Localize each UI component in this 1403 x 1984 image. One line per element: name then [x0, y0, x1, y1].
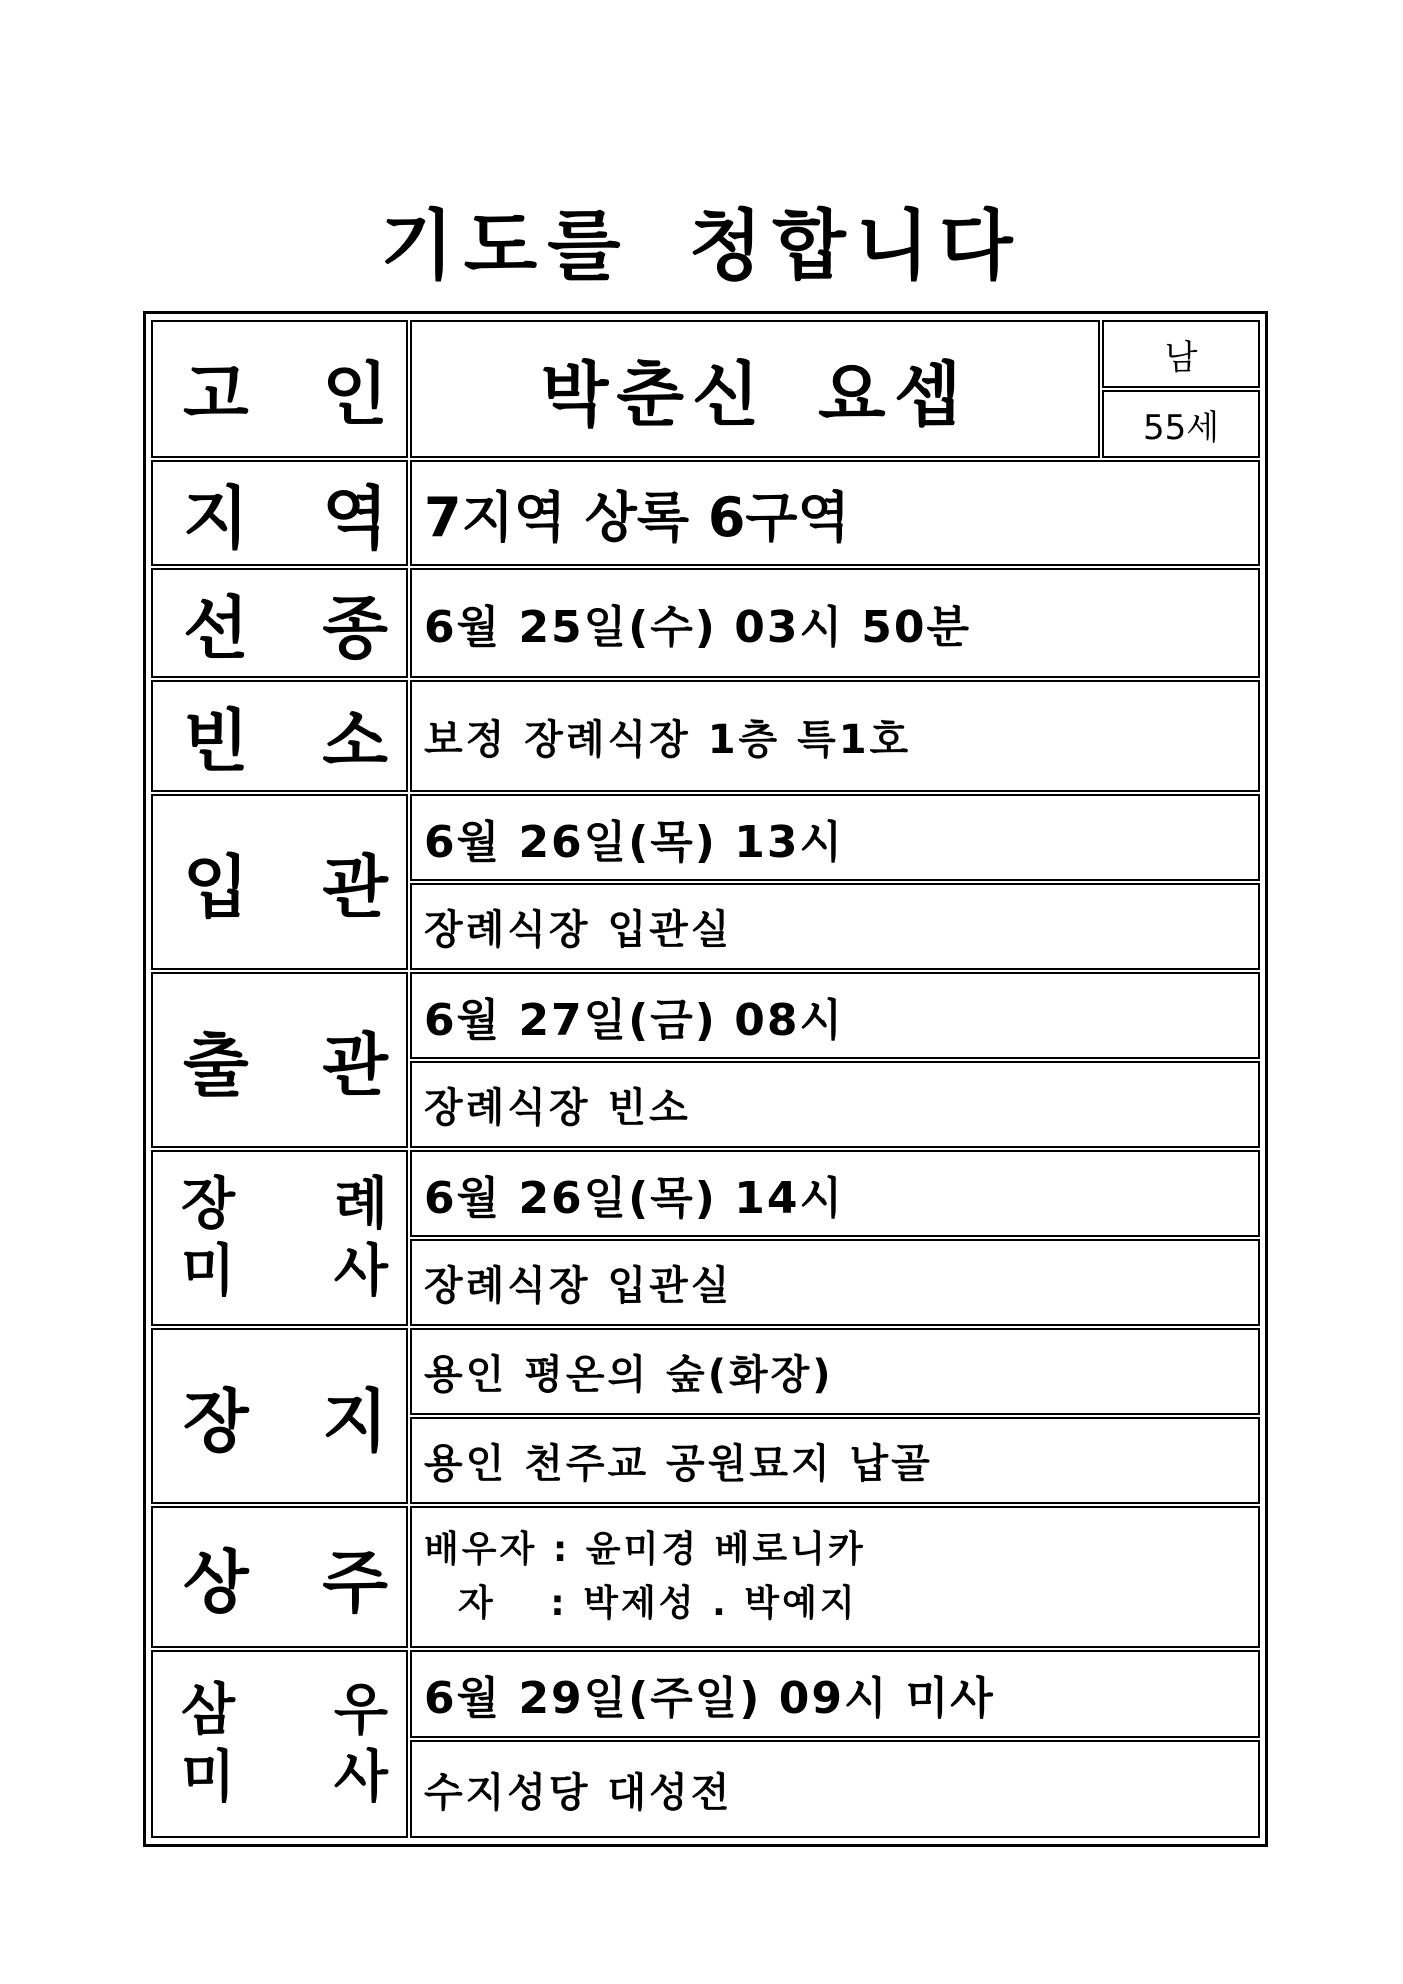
wake-value: 보정 장례식장 1층 특1호 — [410, 680, 1260, 792]
departure-label: 출 관 — [151, 972, 408, 1148]
wake-label: 빈 소 — [151, 680, 408, 792]
burial-place-2: 용인 천주교 공원묘지 납골 — [410, 1417, 1260, 1504]
gender: 남 — [1102, 320, 1260, 388]
burial-label: 장 지 — [151, 1328, 408, 1504]
spouse-line: 배우자 : 윤미경 베로니카 — [424, 1529, 866, 1570]
third-day-mass-label: 삼 우 미 사 — [151, 1650, 408, 1838]
encoffin-place: 장례식장 입관실 — [410, 883, 1260, 970]
third-day-mass-time: 6월 29일(주일) 09시 미사 — [410, 1650, 1260, 1738]
departure-time: 6월 27일(금) 08시 — [410, 972, 1260, 1059]
mourners-value — [410, 1506, 1260, 1648]
obituary-table — [143, 311, 1268, 1847]
mourners-label: 상 주 — [151, 1506, 408, 1648]
children-line: 자 : 박제성 . 박예지 — [458, 1583, 858, 1624]
burial-place-1: 용인 평온의 숲(화장) — [410, 1328, 1260, 1415]
death-label: 선 종 — [151, 568, 408, 678]
deceased-label: 고 인 — [151, 320, 408, 458]
region-value: 7지역 상록 6구역 — [410, 460, 1260, 566]
funeral-mass-place: 장례식장 입관실 — [410, 1239, 1260, 1326]
death-value: 6월 25일(수) 03시 50분 — [410, 568, 1260, 678]
age: 55세 — [1102, 390, 1260, 458]
deceased-name: 박춘신 요셉 — [410, 320, 1100, 458]
third-day-mass-place: 수지성당 대성전 — [410, 1740, 1260, 1838]
encoffin-label: 입 관 — [151, 794, 408, 970]
encoffin-time: 6월 26일(목) 13시 — [410, 794, 1260, 881]
funeral-mass-label: 장 례 미 사 — [151, 1150, 408, 1326]
funeral-mass-time: 6월 26일(목) 14시 — [410, 1150, 1260, 1237]
page-title: 기도를 청합니다 — [380, 201, 1023, 290]
departure-place: 장례식장 빈소 — [410, 1061, 1260, 1148]
region-label: 지 역 — [151, 460, 408, 566]
